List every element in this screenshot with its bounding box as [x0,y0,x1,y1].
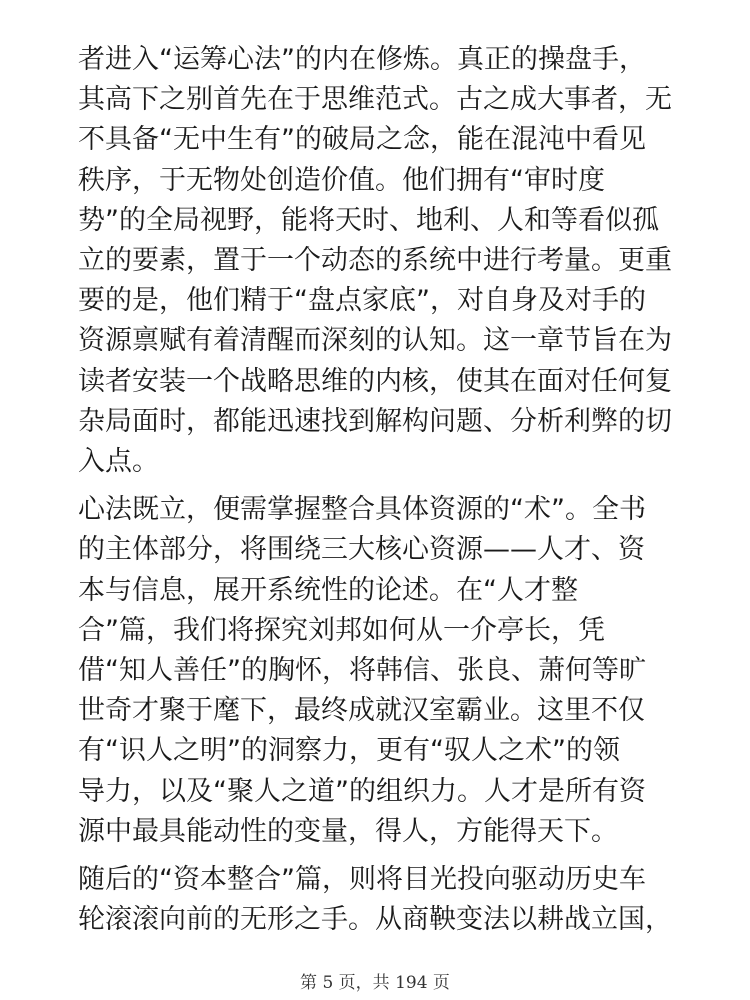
text-line: 势”的全局视野，能将天时、地利、人和等看似孤 [78,204,659,236]
text-line: 秩序，于无物处创造价值。他们拥有“审时度 [78,164,605,196]
text-line: 立的要素，置于一个动态的系统中进行考量。更重 [78,245,672,277]
text-line: 导力，以及“聚人之道”的组织力。人才是所有资 [78,775,646,807]
paragraph-2 [78,490,678,852]
text-line: 借“知人善任”的胸怀，将韩信、张良、萧何等旷 [78,655,646,687]
text-line: 不具备“无中生有”的破局之念，能在混沌中看见 [78,124,646,156]
text-line: 源中最具能动性的变量，得人，方能得天下。 [78,815,618,847]
text-line: 世奇才聚于麾下，最终成就汉室霸业。这里不仅 [78,695,645,727]
paragraph-1 [78,40,678,482]
page-number-footer: 第 5 页，共 194 页 [300,973,450,993]
text-line: 轮滚滚向前的无形之手。从商鞅变法以耕战立国， [78,904,672,936]
text-line: 本与信息，展开系统性的论述。在“人才整 [78,574,578,606]
text-line: 其高下之别首先在于思维范式。古之成大事者，无 [78,84,672,116]
text-line: 有“识人之明”的洞察力，更有“驭人之术”的领 [78,735,620,767]
text-line: 资源禀赋有着清醒而深刻的认知。这一章节旨在为 [78,325,672,357]
text-line: 杂局面时，都能迅速找到解构问题、分析利弊的切 [78,405,672,437]
text-line: 随后的“资本整合”篇，则将目光投向驱动历史车 [78,864,646,896]
text-line: 读者安装一个战略思维的内核，使其在面对任何复 [78,365,672,397]
text-line: 心法既立，便需掌握整合具体资源的“术”。全书 [78,494,646,526]
text-line: 入点。 [78,446,159,478]
paragraph-3 [78,860,678,940]
text-line: 要的是，他们精于“盘点家底”，对自身及对手的 [78,285,646,317]
document-body [78,40,678,948]
text-line: 合”篇，我们将探究刘邦如何从一介亭长，凭 [78,614,605,646]
text-line: 者进入“运筹心法”的内在修炼。真正的操盘手， [78,44,646,75]
text-line: 的主体部分，将围绕三大核心资源——人才、资 [78,534,645,566]
